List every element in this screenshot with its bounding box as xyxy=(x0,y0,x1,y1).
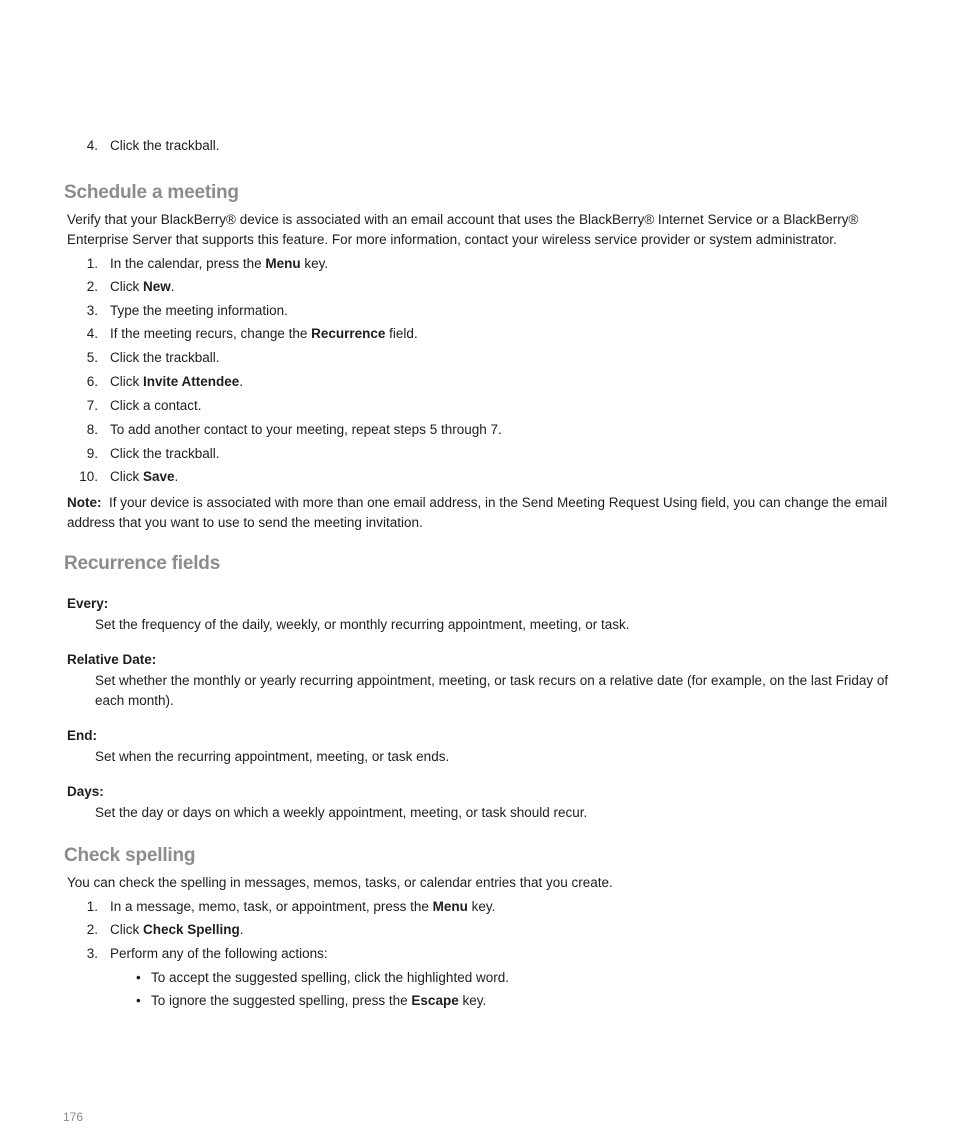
list-item xyxy=(0,348,954,368)
step-text: Click Check Spelling. xyxy=(110,922,244,937)
field-term-every: Every: xyxy=(67,596,109,611)
list-item xyxy=(0,467,954,487)
note-text: If your device is associated with more than one email address, in the Send Meeting Request Using field, you can change the email address that you want to use to send the meeting invitation. xyxy=(67,495,888,530)
list-item xyxy=(0,136,954,156)
step-text: Click Invite Attendee. xyxy=(110,374,244,389)
list-item xyxy=(0,301,954,321)
bullet-icon: • xyxy=(136,993,141,1008)
step-number: 10. xyxy=(79,469,98,484)
step-text: Click the trackball. xyxy=(110,138,220,153)
field-description: Set whether the monthly or yearly recurring appointment, meeting, or task recurs on a relative date (for example, on the last Friday of each month). xyxy=(95,673,889,708)
step-text: In the calendar, press the Menu key. xyxy=(110,256,329,271)
field-description: Set when the recurring appointment, meeting, or task ends. xyxy=(95,749,450,764)
list-item xyxy=(0,277,954,297)
step-number: 4. xyxy=(86,138,98,153)
note xyxy=(67,493,897,533)
step-text: Click Save. xyxy=(110,469,179,484)
step-text: Perform any of the following actions: xyxy=(110,946,328,961)
page-number: 176 xyxy=(63,1110,84,1124)
step-text: In a message, memo, task, or appointment, press the Menu key. xyxy=(110,899,496,914)
list-item xyxy=(0,897,954,917)
list-item xyxy=(0,920,954,940)
bullet-item xyxy=(0,991,954,1011)
step-number: 4. xyxy=(86,326,98,341)
step-text: Click the trackball. xyxy=(110,350,220,365)
step-number: 1. xyxy=(86,899,98,914)
field-term-end: End: xyxy=(67,728,97,743)
step-text: Click a contact. xyxy=(110,398,202,413)
step-number: 3. xyxy=(86,303,98,318)
section-heading-recurrence-fields: Recurrence fields xyxy=(64,553,221,574)
step-number: 2. xyxy=(86,279,98,294)
step-number: 7. xyxy=(86,398,98,413)
step-text: Click New. xyxy=(110,279,175,294)
step-number: 6. xyxy=(86,374,98,389)
bullet-text: To accept the suggested spelling, click the highlighted word. xyxy=(151,970,509,985)
field-description: Set the day or days on which a weekly appointment, meeting, or task should recur. xyxy=(95,805,588,820)
step-number: 8. xyxy=(86,422,98,437)
list-item xyxy=(0,254,954,274)
step-number: 2. xyxy=(86,922,98,937)
step-text: If the meeting recurs, change the Recurrence field. xyxy=(110,326,418,341)
field-term-days: Days: xyxy=(67,784,104,799)
list-item xyxy=(0,324,954,344)
spelling-intro: You can check the spelling in messages, memos, tasks, or calendar entries that you create. xyxy=(67,875,613,890)
step-number: 9. xyxy=(86,446,98,461)
note-label: Note: xyxy=(67,495,102,510)
list-item xyxy=(0,420,954,440)
field-term-relative-date: Relative Date: xyxy=(67,652,157,667)
list-item xyxy=(0,444,954,464)
step-text: To add another contact to your meeting, repeat steps 5 through 7. xyxy=(110,422,502,437)
bullet-icon: • xyxy=(136,970,141,985)
bullet-item xyxy=(0,968,954,988)
bullet-text: To ignore the suggested spelling, press the Escape key. xyxy=(151,993,487,1008)
list-item xyxy=(0,944,954,964)
field-description: Set the frequency of the daily, weekly, or monthly recurring appointment, meeting, or task. xyxy=(95,617,630,632)
step-number: 5. xyxy=(86,350,98,365)
step-number: 3. xyxy=(86,946,98,961)
step-text: Type the meeting information. xyxy=(110,303,288,318)
schedule-intro: Verify that your BlackBerry® device is associated with an email account that uses the BlackBerry® Internet Service or a BlackBerry® Enterprise Server that supports this feature. For more information, contact your wireless service provider or system administrator. xyxy=(67,212,859,247)
list-item xyxy=(0,372,954,392)
section-heading-schedule-meeting: Schedule a meeting xyxy=(64,182,239,203)
section-heading-check-spelling: Check spelling xyxy=(64,845,196,866)
list-item xyxy=(0,396,954,416)
step-text: Click the trackball. xyxy=(110,446,220,461)
step-number: 1. xyxy=(86,256,98,271)
